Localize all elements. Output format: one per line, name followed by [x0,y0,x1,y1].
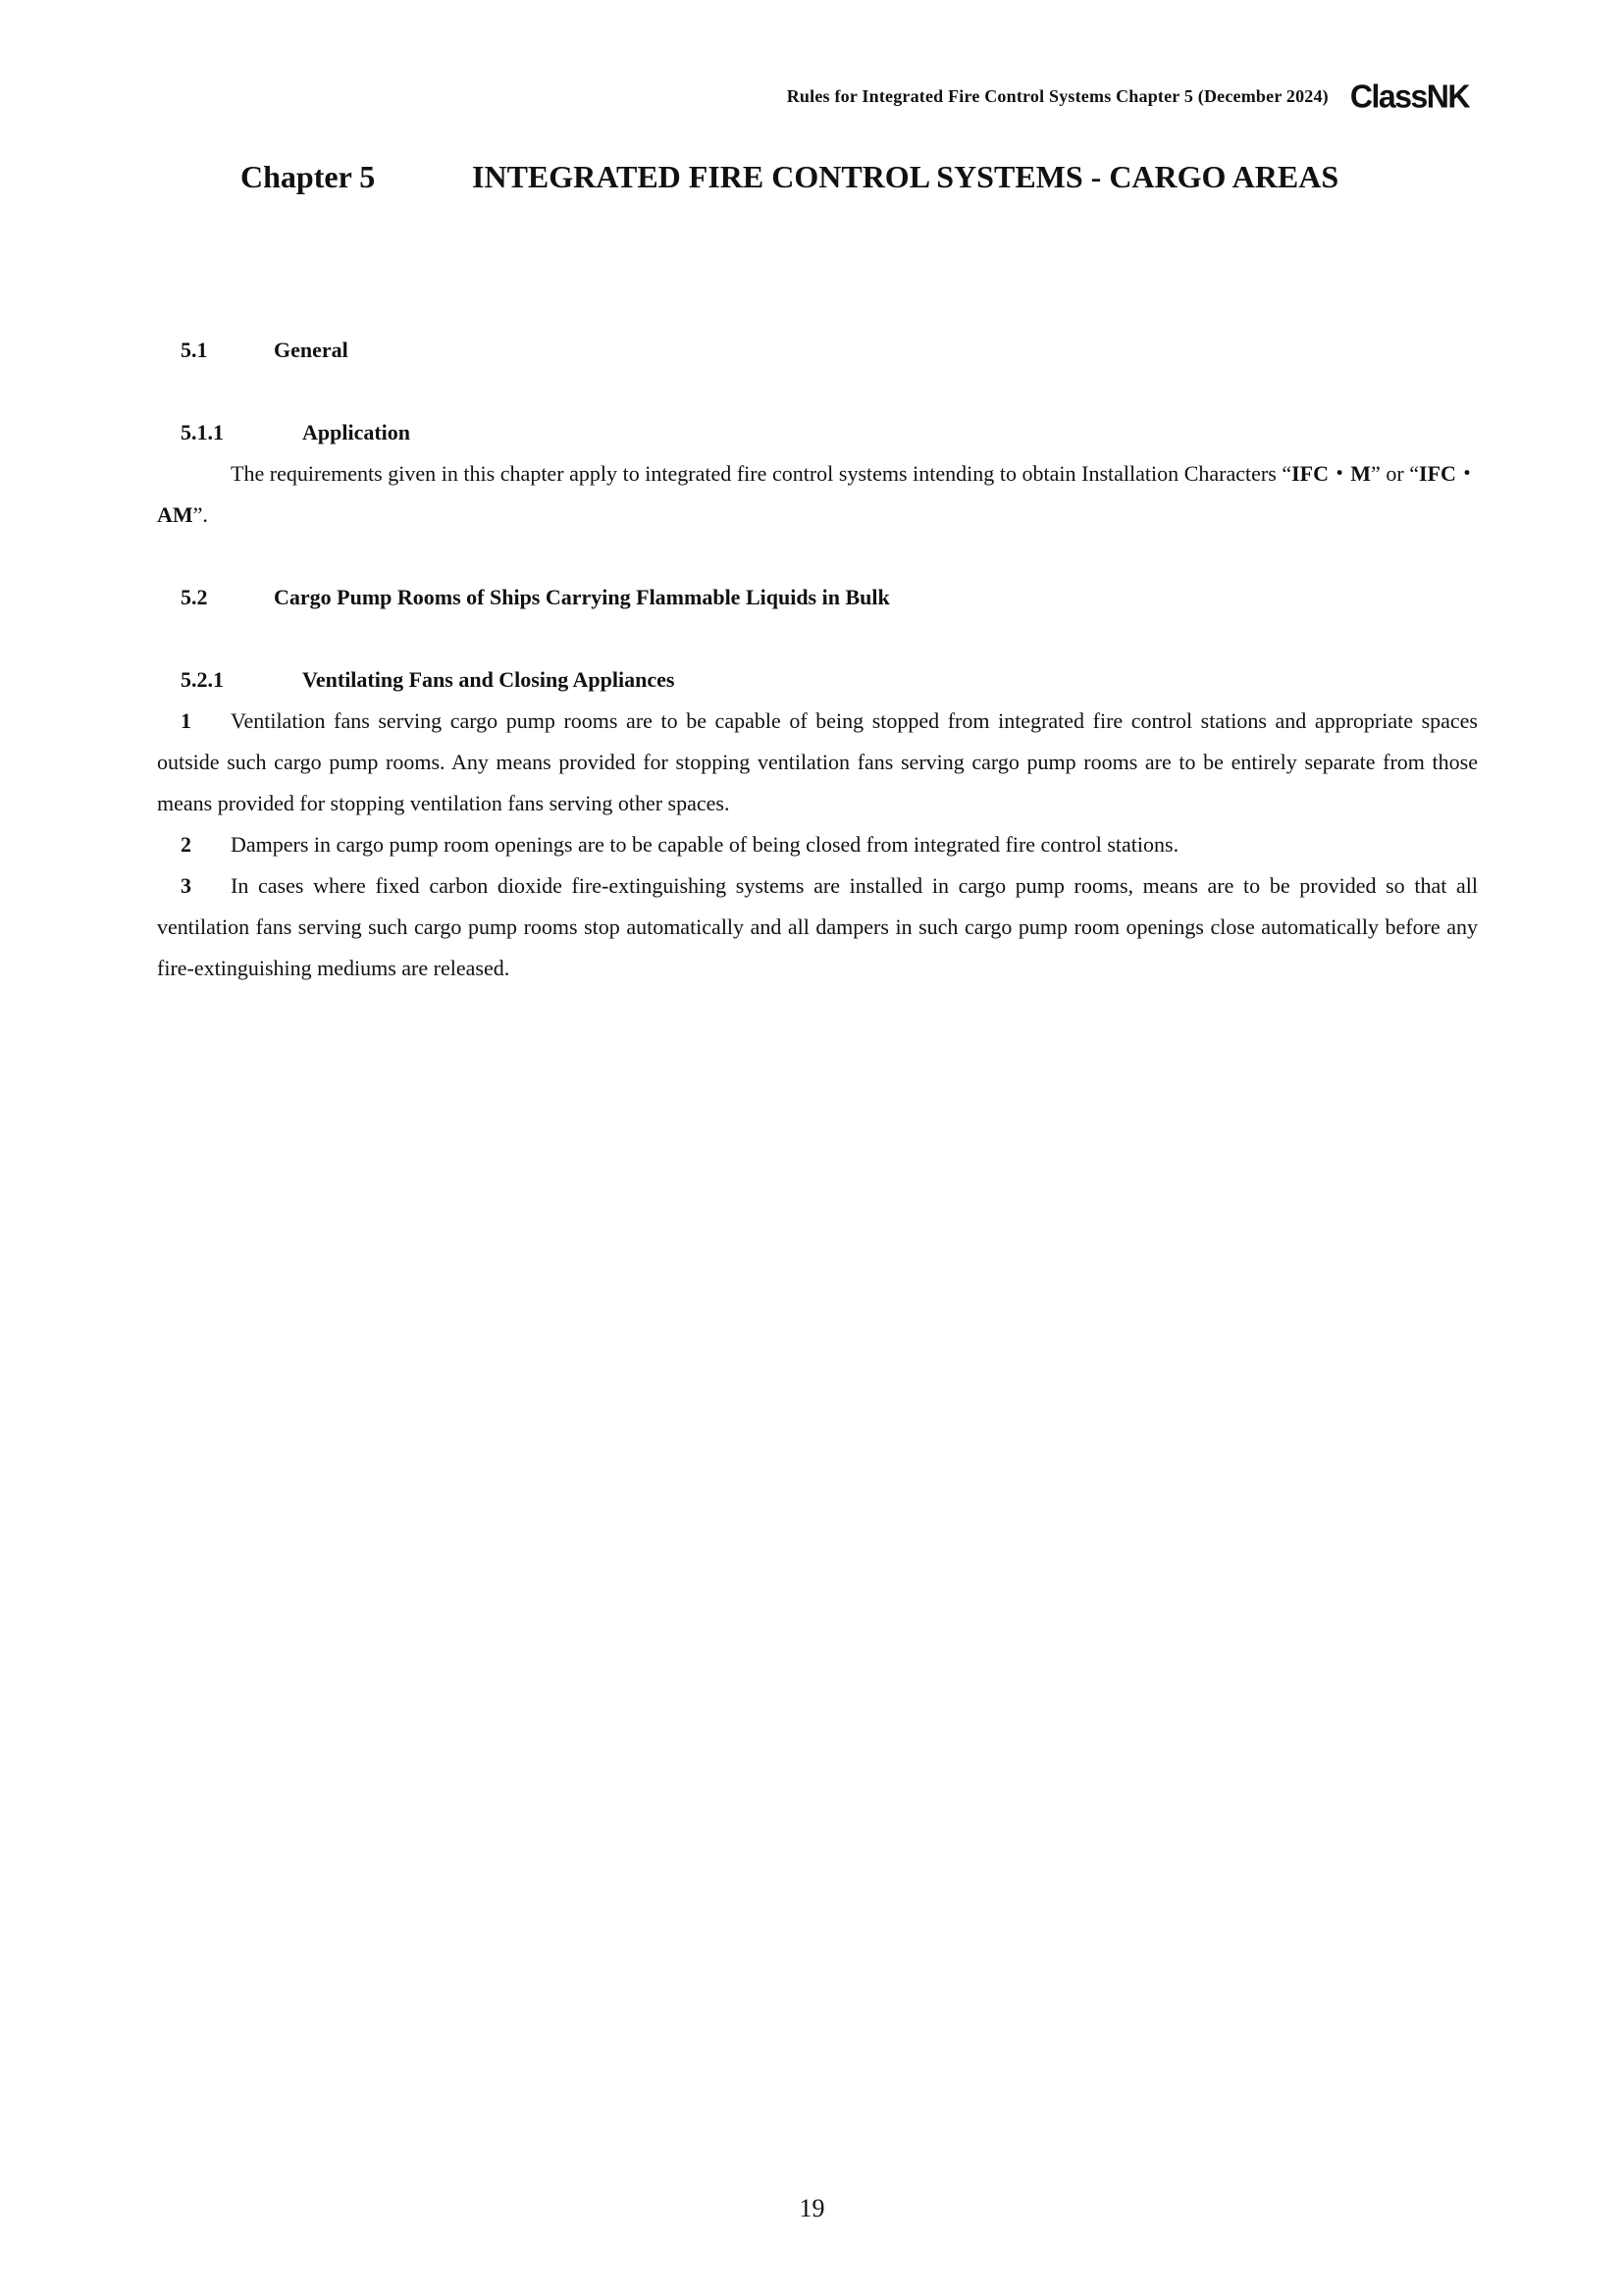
section-number: 5.1 [181,338,208,362]
section-heading-5-2 [181,577,1478,618]
application-paragraph [157,453,1478,536]
document-body [157,330,1478,989]
subsection-title: Ventilating Fans and Closing Appliances [302,667,675,692]
paragraph-number: 3 [181,873,191,898]
chapter-title [240,159,1338,195]
running-header-title: Rules for Integrated Fire Control Systems Chapter 5 (December 2024) [786,85,1329,106]
classnk-logo: ClassNK [1349,78,1469,115]
section-title: General [274,338,348,362]
subsection-number: 5.2.1 [181,667,224,692]
page-number: 19 [799,2194,825,2222]
subsection-title: Application [302,420,411,444]
section-heading-5-1 [181,330,1478,371]
application-text-before: The requirements given in this chapter apply to integrated fire control systems intending to obtain Installation Characters “ [231,461,1292,486]
numbered-paragraph-3 [157,865,1478,989]
section-title: Cargo Pump Rooms of Ships Carrying Flammable Liquids in Bulk [274,585,890,609]
numbered-paragraph-2 [157,824,1478,865]
numbered-paragraph-1 [157,701,1478,824]
installation-character-ifc-am: IFC・AM [157,461,1478,527]
paragraph-text: In cases where fixed carbon dioxide fire-extinguishing systems are installed in cargo pump rooms, means are to be provided so that all ventilation fans serving such cargo pump rooms stop automatically and all dampers in such cargo pump room openings close automatically before any fire-extinguishing mediums are released. [157,873,1478,980]
paragraph-number: 1 [181,708,191,733]
chapter-heading: INTEGRATED FIRE CONTROL SYSTEMS - CARGO AREAS [472,159,1339,194]
running-header [786,78,1469,115]
installation-character-ifc-m: IFC・M [1291,461,1371,486]
application-text-mid: ” or “ [1370,461,1420,486]
paragraph-text: Ventilation fans serving cargo pump rooms are to be capable of being stopped from integrated fire control stations and appropriate spaces outside such cargo pump rooms. Any means provided for stopping ventilation fans serving cargo pump rooms are to be entirely separate from those means provided for stopping ventilation fans serving other spaces. [157,708,1478,815]
subsection-heading-5-2-1 [181,659,1478,701]
subsection-heading-5-1-1 [181,412,1478,453]
paragraph-number: 2 [181,832,191,857]
section-number: 5.2 [181,585,208,609]
paragraph-text: Dampers in cargo pump room openings are to be capable of being closed from integrated fire control stations. [231,832,1179,857]
subsection-number: 5.1.1 [181,420,224,444]
application-text-after: ”. [192,502,208,527]
chapter-number: Chapter 5 [240,159,376,194]
